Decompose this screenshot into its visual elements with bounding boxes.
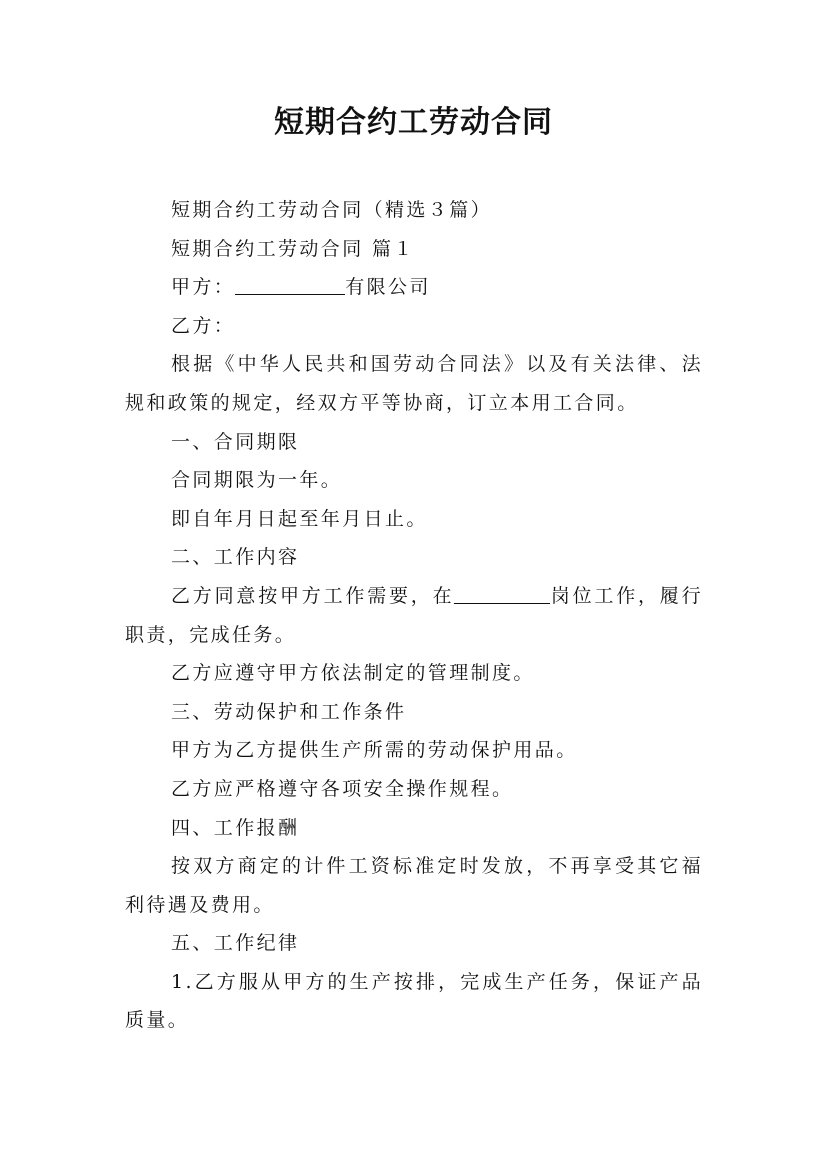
party-a-label: 甲方： <box>171 276 236 299</box>
section-4-heading: 四、工作报酬 <box>171 816 300 839</box>
section-5-heading: 五、工作纪律 <box>171 932 300 955</box>
chapter-heading: 短期合约工劳动合同 篇１ <box>171 237 415 260</box>
section-1-paragraph-2: 即自年月日起至年月日止。 <box>171 507 428 530</box>
section-3-paragraph-1: 甲方为乙方提供生产所需的劳动保护用品。 <box>171 739 578 762</box>
section-4-paragraph-1: 按双方商定的计件工资标准定时发放，不再享受其它福利待遇及费用。 <box>125 855 703 916</box>
section-2-heading: 二、工作内容 <box>171 546 300 569</box>
document-title: 短期合约工劳动合同 <box>274 105 553 140</box>
section-3-paragraph-2: 乙方应严格遵守各项安全操作规程。 <box>171 777 514 800</box>
section-3-heading: 三、劳动保护和工作条件 <box>171 700 407 723</box>
section-1-paragraph-1: 合同期限为一年。 <box>171 469 343 492</box>
preamble-paragraph: 根据《中华人民共和国劳动合同法》以及有关法律、法规和政策的规定，经双方平等协商，订立本用工合同。 <box>125 353 703 414</box>
section-5-paragraph-1: 1.乙方服从甲方的生产按排，完成生产任务，保证产品质量。 <box>125 970 703 1032</box>
party-b-line: 乙方： <box>171 314 236 337</box>
subtitle: 短期合约工劳动合同（精选３篇） <box>171 199 493 221</box>
party-a-suffix: 有限公司 <box>345 276 431 299</box>
section-2-p1-prefix: 乙方同意按甲方工作需要，在 <box>171 584 455 607</box>
party-a-line <box>125 268 703 307</box>
party-a-blank <box>235 274 345 295</box>
document-body <box>125 191 703 1040</box>
section-2-p1-suffix: 岗位工作，履行职责，完成任务。 <box>125 584 703 646</box>
section-2-paragraph-2: 乙方应遵守甲方依法制定的管理制度。 <box>171 662 535 685</box>
section-2-paragraph-1 <box>125 577 703 654</box>
position-blank <box>454 583 550 604</box>
section-1-heading: 一、合同期限 <box>171 430 300 453</box>
